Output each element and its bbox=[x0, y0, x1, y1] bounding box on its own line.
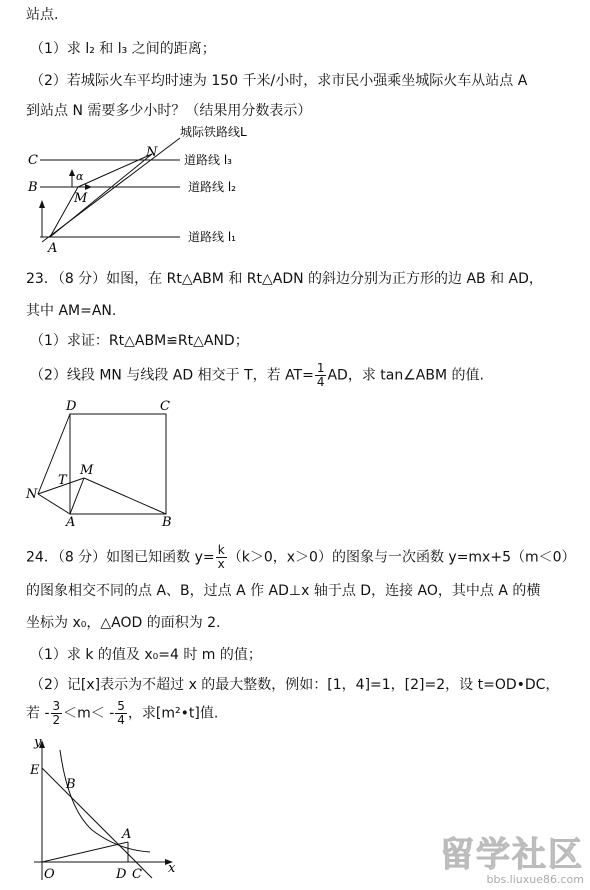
fraction-one-quarter: $\frac{1}{4}$ bbox=[316, 361, 325, 389]
fraction-five-quarters: $\frac{5}{4}$ bbox=[117, 699, 125, 727]
label-rail: 城际铁路线L bbox=[180, 125, 247, 139]
p24-q2b-mid: ＜m＜ - bbox=[63, 705, 115, 722]
segment-am bbox=[70, 478, 84, 514]
segment-an bbox=[50, 154, 152, 237]
label-y: y bbox=[34, 738, 42, 750]
figure-24 bbox=[22, 738, 182, 888]
p22-q1: （1）求 l₂ 和 l₃ 之间的距离； bbox=[30, 41, 216, 57]
label-alpha: α bbox=[76, 170, 84, 183]
watermark-url: bbs.liuxue86.com bbox=[486, 873, 584, 886]
segment-mn bbox=[78, 154, 152, 187]
label-road1: 道路线 l₁ bbox=[188, 230, 236, 244]
p22-q2a: （2）若城际火车平均时速为 150 千米/小时，求市民小强乘坐城际火车从站点 A bbox=[30, 73, 528, 89]
label-b: B bbox=[162, 515, 172, 528]
label-o: O bbox=[44, 867, 55, 882]
label-n: N bbox=[26, 487, 38, 502]
label-a: A bbox=[48, 241, 58, 255]
p23-head2: 其中 AM=AN. bbox=[26, 303, 117, 319]
hyperbola-curve bbox=[60, 750, 150, 852]
label-m: M bbox=[80, 463, 94, 478]
label-a: A bbox=[66, 515, 76, 528]
p24-q2b bbox=[26, 700, 218, 727]
label-d: D bbox=[116, 867, 127, 882]
label-road2: 道路线 l₂ bbox=[188, 180, 236, 194]
label-n: N bbox=[146, 145, 158, 160]
figure-23 bbox=[22, 398, 182, 528]
p24-head-post: （k＞0，x＞0）的图象与一次函数 y=mx+5（m＜0） bbox=[227, 549, 576, 566]
label-x: x bbox=[168, 861, 176, 876]
label-road3: 道路线 l₃ bbox=[184, 153, 232, 167]
arrow-head-m bbox=[69, 169, 75, 176]
arrow-head-east bbox=[85, 184, 92, 190]
label-c: C bbox=[132, 867, 142, 882]
label-b: B bbox=[28, 180, 38, 195]
p24-head bbox=[26, 544, 576, 571]
segment-na bbox=[38, 494, 70, 514]
label-m: M bbox=[74, 191, 88, 206]
segment-ao bbox=[42, 842, 128, 862]
p24-q2b-pre: 若 - bbox=[26, 705, 50, 722]
label-c: C bbox=[160, 399, 170, 414]
p22-tail: 站点. bbox=[26, 7, 59, 23]
label-c: C bbox=[28, 153, 38, 168]
p23-q2-post: AD，求 tan∠ABM 的值. bbox=[327, 367, 484, 384]
arrow-head-a bbox=[39, 200, 45, 208]
p24-q2b-post: ，求[m²•t]值. bbox=[127, 705, 219, 722]
p22-q2b: 到站点 N 需要多少小时？（结果用分数表示） bbox=[26, 103, 312, 119]
p24-line2: 的图象相交不同的点 A、B，过点 A 作 AD⊥x 轴于点 D，连接 AO，其中点 A 的横 bbox=[26, 583, 541, 599]
label-d: D bbox=[66, 399, 77, 414]
p23-q1: （1）求证：Rt△ABM≌Rt△AND； bbox=[30, 333, 249, 349]
fraction-three-halves: $\frac{3}{2}$ bbox=[52, 699, 61, 727]
segment-mb bbox=[84, 478, 166, 514]
label-b: B bbox=[66, 777, 76, 792]
p23-q2-pre: （2）线段 MN 与线段 AD 相交于 T，若 AT= bbox=[30, 367, 314, 384]
fraction-k-over-x: $\frac{k}{x}$ bbox=[217, 543, 225, 571]
label-t: T bbox=[58, 473, 67, 488]
figure-22 bbox=[20, 120, 260, 255]
p24-head-pre: 24．（8 分）如图已知函数 y= bbox=[26, 549, 215, 566]
label-e: E bbox=[30, 763, 40, 778]
p24-q1: （1）求 k 的值及 x₀=4 时 m 的值； bbox=[30, 647, 262, 663]
p23-head: 23．（8 分）如图，在 Rt△ABM 和 Rt△ADN 的斜边分别为正方形的边 AB 和 AD， bbox=[26, 271, 543, 287]
p24-q2a: （2）记[x]表示为不超过 x 的最大整数，例如：[1，4]=1，[2]=2，设 t=OD•DC， bbox=[30, 677, 560, 693]
watermark-logo: 留学社区 bbox=[440, 835, 584, 875]
p24-line3: 坐标为 x₀，△AOD 的面积为 2. bbox=[26, 615, 221, 631]
label-a: A bbox=[122, 827, 132, 842]
p23-q2 bbox=[30, 362, 484, 389]
watermark bbox=[440, 837, 584, 886]
